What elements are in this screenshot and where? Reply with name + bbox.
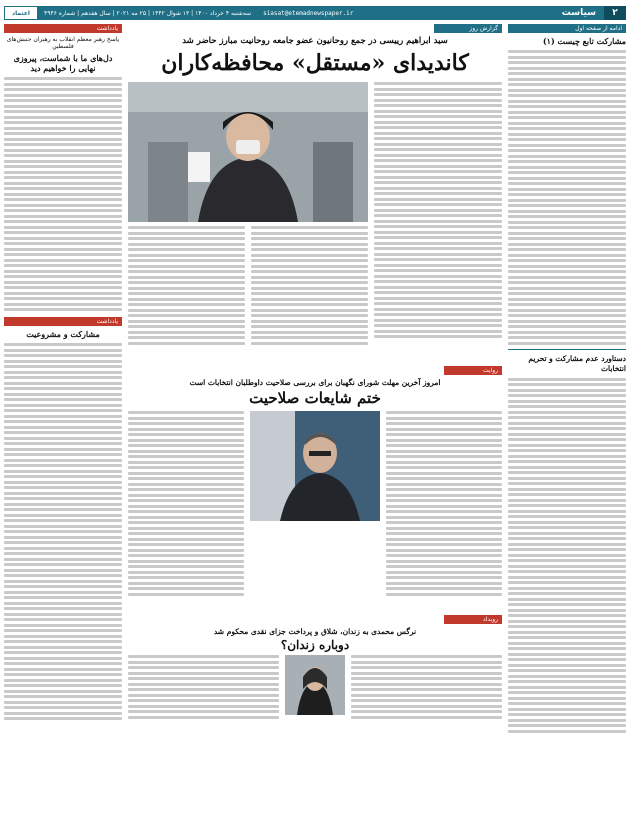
right-kicker: ادامه از صفحه اول bbox=[508, 24, 626, 33]
story3-text-2 bbox=[128, 655, 279, 719]
official-photo-icon bbox=[250, 411, 380, 521]
cleric-photo-icon bbox=[128, 82, 368, 222]
story2-headline: ختم شایعات صلاحیت bbox=[249, 389, 381, 407]
right-column bbox=[508, 24, 626, 816]
lead-text-column-1 bbox=[374, 82, 502, 362]
left-supertitle: پاسخ رهبر معظم انقلاب به رهبران جنبش‌های فلسطین bbox=[6, 36, 120, 50]
lead-text-column-2 bbox=[251, 226, 368, 345]
page-header bbox=[4, 6, 626, 20]
main-headline: کاندیدای «مستقل» محافظه‌کاران bbox=[161, 50, 469, 76]
left-kicker-2: یادداشت bbox=[4, 317, 122, 326]
story2-text-1 bbox=[386, 411, 502, 611]
story2-kicker: روایت bbox=[444, 366, 502, 375]
woman-photo-icon bbox=[285, 655, 345, 715]
story3-photo bbox=[285, 655, 345, 715]
story2-photo bbox=[250, 411, 380, 521]
left-column bbox=[4, 24, 122, 816]
story3-supertitle: نرگس محمدی به زندان، شلاق و پرداخت جزای نقدی محکوم شد bbox=[213, 627, 417, 636]
left-kicker: یادداشت bbox=[4, 24, 122, 33]
page-number: ۲ bbox=[604, 6, 626, 20]
left-headline: دل‌های ما با شماست، پیروزی نهایی را خواهیم دید bbox=[13, 53, 113, 73]
left-article-body bbox=[4, 77, 122, 311]
left-headline-2: مشارکت و مشروعیت bbox=[26, 329, 100, 339]
story2-text-2 bbox=[128, 411, 244, 611]
story2-supertitle: امروز آخرین مهلت شورای نگهبان برای بررسی صلاحیت داوطلبان انتخابات است bbox=[189, 378, 441, 387]
story3-kicker: رویداد bbox=[444, 615, 502, 624]
right-article-body bbox=[508, 50, 626, 345]
main-supertitle: سید ابراهیم رییسی در جمع روحانیون عضو جامعه روحانیت مبارز حاضر شد bbox=[182, 36, 448, 46]
newspaper-logo: اعتماد bbox=[4, 6, 38, 20]
lead-photo bbox=[128, 82, 368, 222]
center-kicker: گزارش روز bbox=[434, 24, 502, 33]
story3-headline: دوباره زندان؟ bbox=[280, 638, 350, 652]
right-article-title: مشارکت تابع چیست (۱) bbox=[542, 36, 626, 46]
lead-text-column-3 bbox=[128, 226, 245, 345]
right-article-title-2: دستاورد عدم مشارکت و تحریم انتخابات bbox=[528, 353, 626, 373]
center-column bbox=[128, 24, 502, 816]
story3-text-1 bbox=[351, 655, 502, 719]
right-article-body-2 bbox=[508, 378, 626, 733]
date-line: سه‌شنبه ۴ خرداد ۱۴۰۰ | ۱۳ شوال ۱۴۴۲ | ۲۵ مه ۲۰۲۱ | سال هفدهم | شماره ۴۹۴۶ bbox=[44, 9, 252, 17]
left-article-body-2 bbox=[4, 343, 122, 720]
section-title: سیاست bbox=[561, 8, 596, 18]
section-email[interactable]: siasat@etemadnewspaper.ir bbox=[263, 9, 354, 17]
